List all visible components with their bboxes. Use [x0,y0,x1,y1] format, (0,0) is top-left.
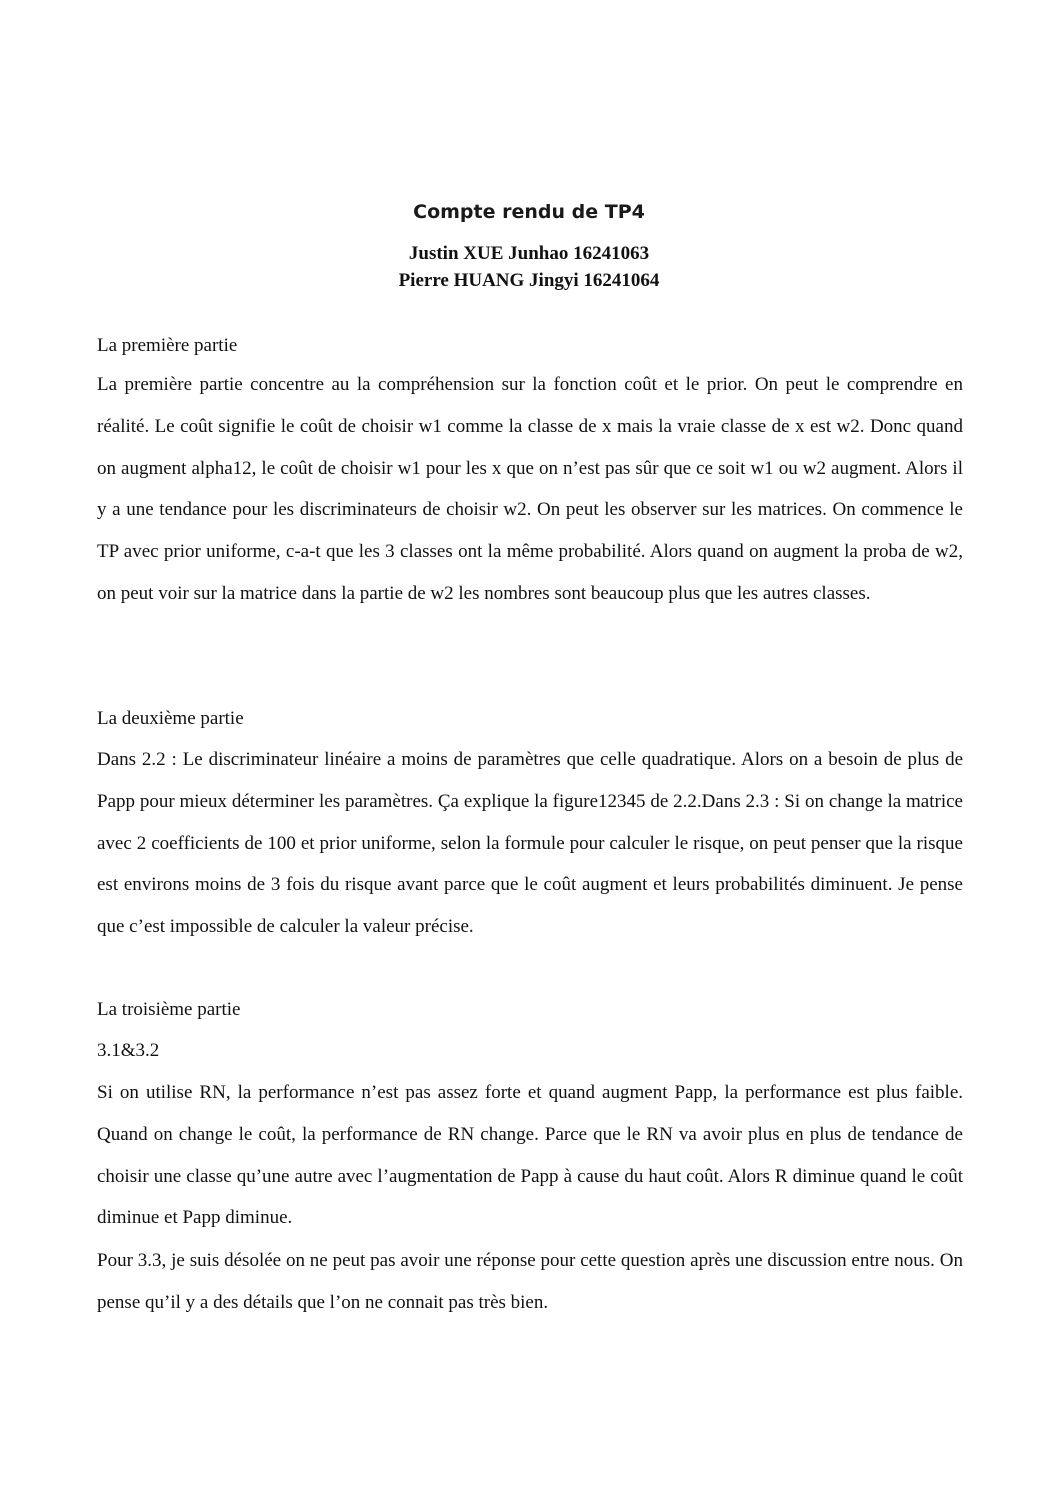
author-line: Pierre HUANG Jingyi 16241064 [398,270,660,291]
section-heading: La deuxième partie [97,708,244,729]
section-paragraph: Pour 3.3, je suis désolée on ne peut pas avoir une réponse pour cette question après une discussion entre nous. On pense qu’il y a des détails que l’on ne connait pas très bien. [97,1250,963,1313]
document-title: Compte rendu de TP4 [413,201,645,223]
author-list [0,240,1058,294]
section-heading: La troisième partie [97,999,241,1020]
section-paragraph: La première partie concentre au la compréhension sur la fonction coût et le prior. On peut le comprendre en réalité. Le coût signifie le coût de choisir w1 comme la classe de x mais la vraie classe de x est w2. Donc quand on augment alpha12, le coût de choisir w1 pour les x que on n’est pas sûr que ce soit w1 ou w2 augment. Alors il y a une tendance pour les discriminateurs de choisir w2. On peut les observer sur les matrices. On commence le TP avec prior uniforme, c-a-t que les 3 classes ont la même probabilité. Alors quand on augment la proba de w2, on peut voir sur la matrice dans la partie de w2 les nombres sont beaucoup plus que les autres classes. [97,374,963,604]
author-line: Justin XUE Junhao 16241063 [408,243,650,264]
section-subheading: 3.1&3.2 [97,1040,160,1061]
section-heading: La première partie [97,335,238,356]
section-paragraph: Dans 2.2 : Le discriminateur linéaire a moins de paramètres que celle quadratique. Alors on a besoin de plus de Papp pour mieux déterminer les paramètres. Ça explique la figure12345 de 2.2.Dans 2.3 : Si on change la matrice avec 2 coefficients de 100 et prior uniforme, selon la formule pour calculer le risque, on peut penser que la risque est environs moins de 3 fois du risque avant parce que le coût augment et leurs probabilités diminuent. Je pense que c’est impossible de calculer la valeur précise. [97,749,963,938]
section-paragraph: Si on utilise RN, la performance n’est pas assez forte et quand augment Papp, la performance est plus faible. Quand on change le coût, la performance de RN change. Parce que le RN va avoir plus en plus de tendance de choisir une classe qu’une autre avec l’augmentation de Papp à cause du haut coût. Alors R diminue quand le coût diminue et Papp diminue. [97,1082,963,1229]
